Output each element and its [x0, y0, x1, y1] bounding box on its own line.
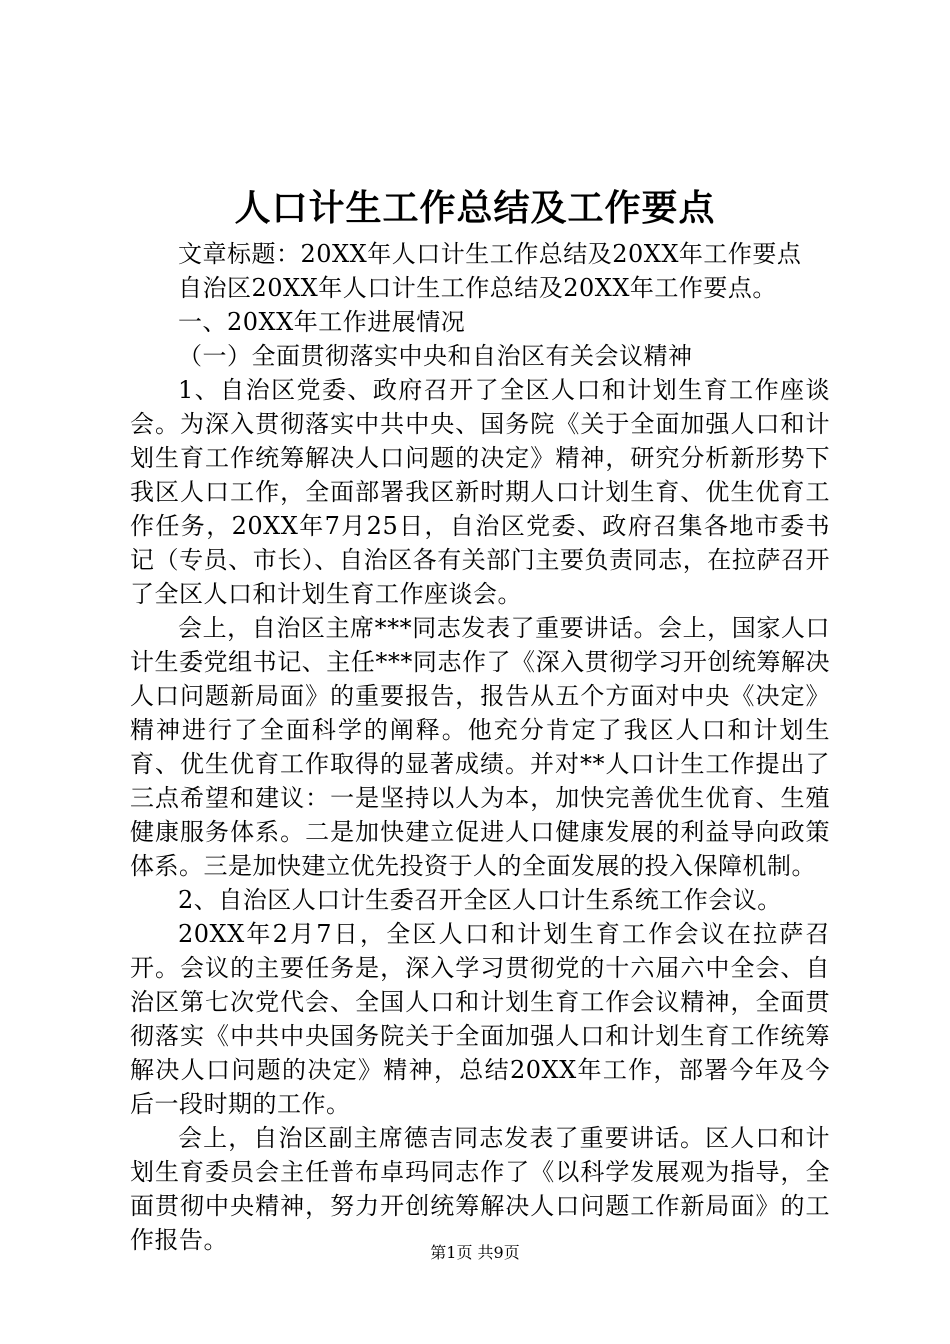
page-footer: 第1页 共9页 — [430, 1243, 520, 1262]
paragraph-item-2: 2、自治区人口计生委召开全区人口计生系统工作会议。 — [178, 886, 782, 914]
paragraph-intro: 自治区20XX年人口计生工作总结及20XX年工作要点。 — [178, 274, 777, 302]
paragraph-conference: 20XX年2月7日，全区人口和计划生育工作会议在拉萨召开。会议的主要任务是，深入学习贯彻党的十六届六中全会、自治区第七次党代会、全国人口和计划生育工作会议精神，全面贯彻落实《中共中央国务院关于全面加强人口和计划生育工作统筹解决人口问题的决定》精神，总结20XX年工作，部署今年及今后一段时期的工作。 — [130, 920, 830, 1118]
paragraph-conference-speech: 会上，自治区副主席德吉同志发表了重要讲话。区人口和计划生育委员会主任普布卓玛同志作了《以科学发展观为指导，全面贯彻中央精神，努力开创统筹解决人口问题工作新局面》的工作报告。 — [130, 1124, 830, 1254]
paragraph-article-title: 文章标题：20XX年人口计生工作总结及20XX年工作要点 — [178, 240, 802, 268]
document-title: 人口计生工作总结及工作要点 — [234, 187, 716, 229]
document-body — [130, 237, 830, 1257]
paragraph-meeting-speech: 会上，自治区主席***同志发表了重要讲话。会上，国家人口计生委党组书记、主任***同志作了《深入贯彻学习开创统筹解决人口问题新局面》的重要报告，报告从五个方面对中央《决定》精神进行了全面科学的阐释。他充分肯定了我区人口和计划生育、优生优育工作取得的显著成绩。并对**人口计生工作提出了三点希望和建议：一是坚持以人为本，加快完善优生优育、生殖健康服务体系。二是加快建立促进人口健康发展的利益导向政策体系。三是加快建立优先投资于人的全面发展的投入保障机制。 — [130, 614, 830, 880]
section-heading-1: 一、20XX年工作进展情况 — [178, 308, 466, 336]
paragraph-item-1: 1、自治区党委、政府召开了全区人口和计划生育工作座谈会。为深入贯彻落实中共中央、国务院《关于全面加强人口和计划生育工作统筹解决人口问题的决定》精神，研究分析新形势下我区人口工作，全面部署我区新时期人口计划生育、优生优育工作任务，20XX年7月25日，自治区党委、政府召集各地市委书记（专员、市长）、自治区各有关部门主要负责同志，在拉萨召开了全区人口和计划生育工作座谈会。 — [130, 376, 830, 608]
subsection-heading-1: （一）全面贯彻落实中央和自治区有关会议精神 — [178, 342, 693, 370]
